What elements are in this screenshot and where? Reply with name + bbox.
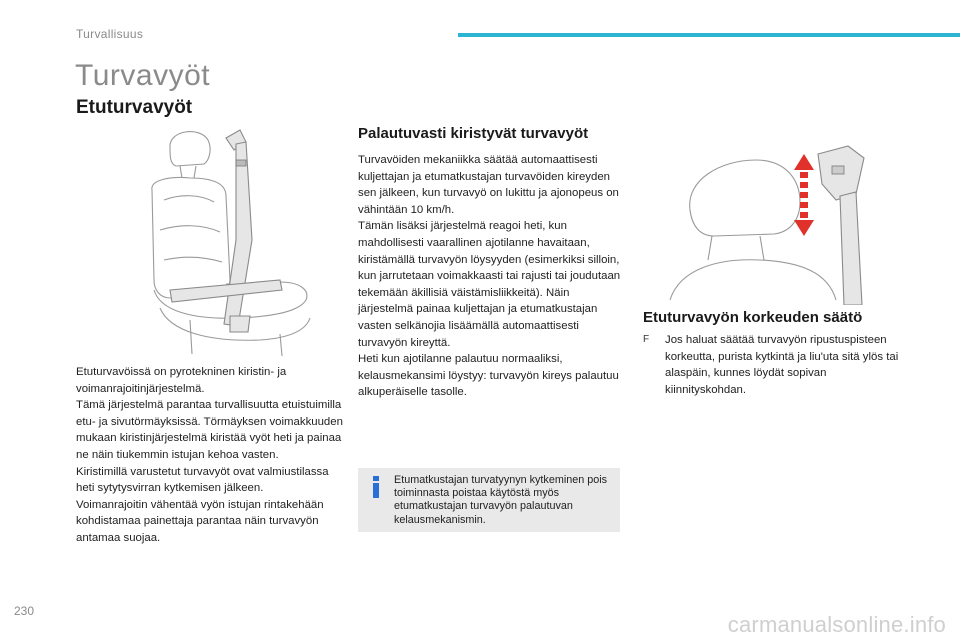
page-number: 230 [14,604,35,618]
middle-heading: Palautuvasti kiristyvät turvavyöt [358,125,589,142]
page-subtitle: Etuturvavyöt [76,97,193,118]
seat-seatbelt-illustration [130,120,350,360]
belt-height-adjuster-illustration [660,140,900,305]
section-header: Turvallisuus [76,27,144,41]
watermark: carmanualsonline.info [727,612,946,637]
left-paragraph: Etuturvavöissä on pyrotekninen kiristin- ja voimanrajoitinjärjestelmä. Tämä järjestelmä parantaa turvallisuutta etuistuimilla etu- ja sivutörmäyksissä. Törmäyksen voimakkuuden mukaan kiristinjärjestelmä kiristää vyöt heti ja painaa ne näin tiukemmin istujan kehoa vasten. Kiristimillä varustetut turvavyöt ovat valmiustilassa heti sytytysvirran kytkemisen jälkeen. Voimanrajoitin vähentää vyön istujan rintakehään kohdistamaa painettaja parantaa näin turvavyön antamaa suojaa. [76,366,343,544]
bullet-marker: F [643,334,650,345]
bullet-text: Jos haluat säätää turvavyön ripustuspisteen korkeutta, purista kytkintä ja liu'uta sitä ylös tai alaspäin, kunnes löydät sopivan kiinnityskohdan. [665,334,899,396]
middle-paragraph: Turvavöiden mekaniikka säätää automaattisesti kuljettajan ja etumatkustajan turvavöiden kireyden sen jälkeen, kun turvavyö on lukittu ja ajonopeus on vähintään 10 km/h. Tämän lisäksi järjestelmä reagoi heti, kun mahdollisesti vaarallinen ajotilanne havaitaan, kiristämällä turvavyön löysyyden (esimerkiksi silloin, kun jarrutetaan voimakkaasti tai rajusti tai joudutaan tekemään äkillisiä väistämisliikkeitä). Näin järjestelmä painaa kuljettajan ja etumatkustajan vasten selkänojia lisäämällä automaattisesti turvavyön kireyttä. Heti kun ajotilanne palautuu normaaliksi, kelausmekansimi löystyy: turvavyön kireys palautuu alkuperäiselle tasolle. [358,154,621,399]
info-note: Etumatkustajan turvatyynyn kytkeminen pois toiminnasta poistaa käytöstä myös etumatkustajan turvavyön palautuvan kelausmekanismin. [394,474,608,526]
header-rule [458,33,960,37]
page-title: Turvavyöt [75,59,211,92]
right-heading: Etuturvavyön korkeuden säätö [643,309,863,326]
info-icon [368,476,384,498]
